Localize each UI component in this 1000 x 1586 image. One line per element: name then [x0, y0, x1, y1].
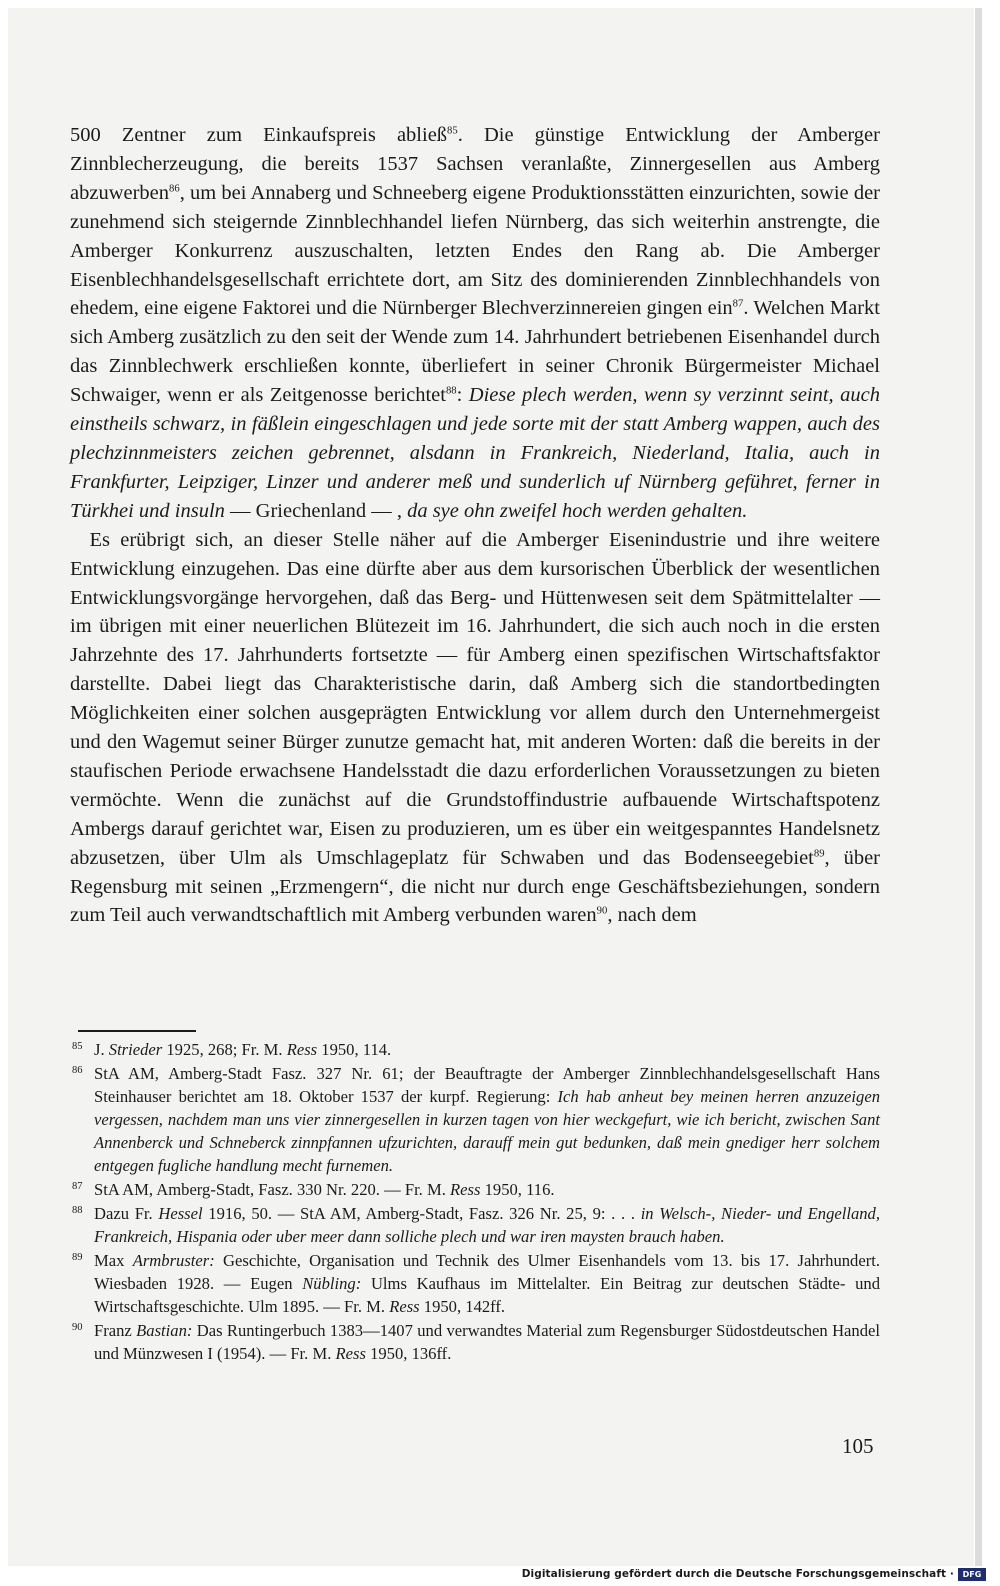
footnote-86	[72, 1062, 880, 1177]
footnote-number: 90	[72, 1322, 83, 1333]
text-run: Dazu Fr.	[94, 1204, 159, 1223]
text-run: Franz	[94, 1321, 137, 1340]
text-run: . Welchen Markt sich Amberg zusätzlich zu den seit der Wende zum 14. Jahrhundert betriebenen Eisenhandel durch das Zinnblechwerk erschließen konnte, überliefert in seiner Chronik Bürgermeister Michael Schwaiger, wenn er als Zeitgenosse berichtet	[70, 297, 880, 407]
dfg-logo: DFG	[958, 1568, 986, 1581]
footnote-ref: 87	[732, 298, 744, 310]
italic-text: Ress	[335, 1344, 366, 1363]
italic-text: Strieder	[108, 1040, 163, 1059]
text-run: 1950, 142ff.	[419, 1297, 506, 1316]
footnote-number: 86	[72, 1065, 83, 1076]
text-run: — Griechenland — ,	[224, 499, 408, 522]
footnote-88	[72, 1202, 880, 1248]
text-run: :	[456, 384, 469, 407]
page-edge	[975, 8, 982, 1566]
footnote-89	[72, 1249, 880, 1318]
footnote-85	[72, 1038, 880, 1061]
footnote-number: 87	[72, 1181, 83, 1192]
text-run: 1950, 116.	[480, 1180, 555, 1199]
italic-text: da sye ohn zweifel hoch werden gehalten.	[407, 499, 748, 522]
text-run: Das Runtingerbuch 1383—1407 und verwandtes Material zum Regensburger Südostdeutschen Handel und Münzwesen I (1954). — Fr. M.	[94, 1321, 880, 1363]
text-run: Geschichte, Organisation und Technik des Ulmer Eisenhandels vom 13. bis 17. Jahrhundert. Wiesbaden 1928. — Eugen	[94, 1251, 880, 1293]
text-run: Max	[94, 1251, 133, 1270]
footnote-90	[72, 1319, 880, 1365]
italic-text: in Welsch-, Nieder- und Engelland, Frankreich, Hispania oder uber meer dann solliche plech und war iren maysten brauch haben.	[94, 1204, 881, 1246]
text-run: Es erübrigt sich, an dieser Stelle näher auf die Amberger Eisenindustrie und ihre weitere Entwicklung einzugehen. Das eine dürfte aber aus dem kursorischen Überblick der wesentlichen Entwicklungsvorgänge hervorgehen, daß das Berg- und Hüttenwesen seit dem Spätmittelalter — im übrigen mit einer neuerlichen Blütezeit im 16. Jahrhundert, die sich auch noch in die ersten Jahrzehnte des 17. Jahrhunderts fortsetzte — für Amberg einen spezifischen Wirtschaftsfaktor darstellte. Dabei liegt das Charakteristische darin, daß Amberg sich die standortbedingten Möglichkeiten einer solchen ausgeprägten Entwicklung vor allem durch den Unternehmergeist und den Wagemut seiner Bürger zunutze gemacht hat, mit anderen Worten: daß die bereits in der staufischen Periode erwachsene Handelsstadt die dazu erforderlichen Voraussetzungen zu bieten vermöchte. Wenn die zunächst auf die Grundstoffindustrie aufbauende Wirtschaftspotenz Ambergs darauf gerichtet war, Eisen zu produzieren, um es über ein weitgespanntes Handelsnetz abzusetzen, über Ulm als Umschlageplatz für Schwaben und das Bodenseegebiet	[70, 528, 880, 869]
italic-text: Ich hab anheut bey meinen herren anzuzeigen vergessen, nachdem man uns vier zinnergesellen in kurzen tagen von hier weckgefurt, wie ich bericht, zwischen Sant Annenberck und Schneberck zinnpfannen ufzurichten, darauff mein gut bedunken, daß mein gnediger herr solchem entgegen fugliche handlung mecht furnemen.	[94, 1087, 880, 1175]
text-run: Ulms Kaufhaus im Mittelalter. Ein Beitrag zur deutschen Städte- und Wirtschaftsgeschichte. Ulm 1895. — Fr. M.	[94, 1274, 880, 1316]
text-run: , um bei Annaberg und Schneeberg eigene Produktionsstätten einzurichten, sowie der zunehmend sich steigernde Zinnblechhandel liefen Nürnberg, das sich weiterhin anstrengte, die Amberger Konkurrenz auszuschalten, letzten Endes den Rang ab. Die Amberger Eisenblechhandelsgesellschaft errichtete dort, am Sitz des dominierenden Zinnblechhandels von ehedem, eine eigene Faktorei und die Nürnberger Blechverzinnereien gingen ein	[70, 181, 880, 320]
footnote-87	[72, 1178, 880, 1201]
italic-text: Bastian:	[136, 1321, 193, 1340]
text-run: 1925, 268; Fr. M.	[162, 1040, 287, 1059]
text-run: 1950, 114.	[317, 1040, 392, 1059]
footnote-ref: 85	[447, 125, 458, 137]
text-run: 1950, 136ff.	[365, 1344, 452, 1363]
italic-text: Ress	[450, 1180, 481, 1199]
text-run: . Die günstige Entwicklung der Amberger Zinnblecherzeugung, die bereits 1537 Sachsen veranlaßte, Zinnergesellen aus Amberg abzuwerben	[70, 124, 880, 204]
footnote-rule	[78, 1030, 196, 1032]
italic-text: Ress	[389, 1297, 420, 1316]
footnote-number: 85	[72, 1041, 83, 1052]
italic-text: Armbruster:	[132, 1251, 215, 1270]
footnote-ref: 90	[596, 905, 608, 917]
paragraph-1	[70, 121, 880, 526]
italic-text: Ress	[286, 1040, 318, 1059]
footnote-ref: 86	[169, 183, 180, 195]
text-run: 1916, 50. — StA AM, Amberg-Stadt, Fasz. 326 Nr. 25, 9: . . .	[202, 1204, 641, 1223]
footnotes	[72, 1038, 880, 1365]
page-number: 105	[842, 1434, 874, 1458]
text-run: StA AM, Amberg-Stadt Fasz. 327 Nr. 61; der Beauftragte der Amberger Zinnblechhandelsgesellschaft Hans Steinhauser berichtet am 18. Oktober 1537 der kurpf. Regierung:	[94, 1064, 880, 1106]
main-text	[70, 121, 880, 930]
footnote-ref: 88	[445, 385, 457, 397]
italic-text: Diese plech werden, wenn sy verzinnt seint, auch einstheils schwarz, in fäßlein eingeschlagen und jede sorte mit der statt Amberg wappen, auch des plechzinnmeisters zeichen gebrennet, alsdann in Frankreich, Niederland, Italia, auch in Frankfurter, Leipziger, Linzer und anderer meß und sunderlich uf Nürnberg geführet, ferner in Türkhei und insuln	[70, 384, 881, 522]
footnote-ref: 89	[813, 847, 825, 859]
footnote-number: 89	[72, 1252, 83, 1263]
text-run: 500 Zentner zum Einkaufspreis abließ	[70, 124, 448, 146]
italic-text: Nübling:	[302, 1274, 362, 1293]
italic-text: Hessel	[158, 1204, 203, 1223]
text-run: StA AM, Amberg-Stadt, Fasz. 330 Nr. 220. — Fr. M.	[94, 1180, 451, 1199]
paragraph-2	[70, 526, 880, 931]
text-run: J.	[94, 1040, 109, 1059]
text-run: , nach dem	[607, 904, 697, 927]
footer-credit: Digitalisierung gefördert durch die Deutsche Forschungsgemeinschaft ·	[521, 1568, 954, 1580]
footnote-number: 88	[72, 1205, 83, 1216]
text-run: , über Regensburg mit seinen „Erzmengern“, die nicht nur durch enge Geschäftsbeziehungen, sondern zum Teil auch verwandtschaftlich mit Amberg verbunden waren	[70, 846, 880, 927]
